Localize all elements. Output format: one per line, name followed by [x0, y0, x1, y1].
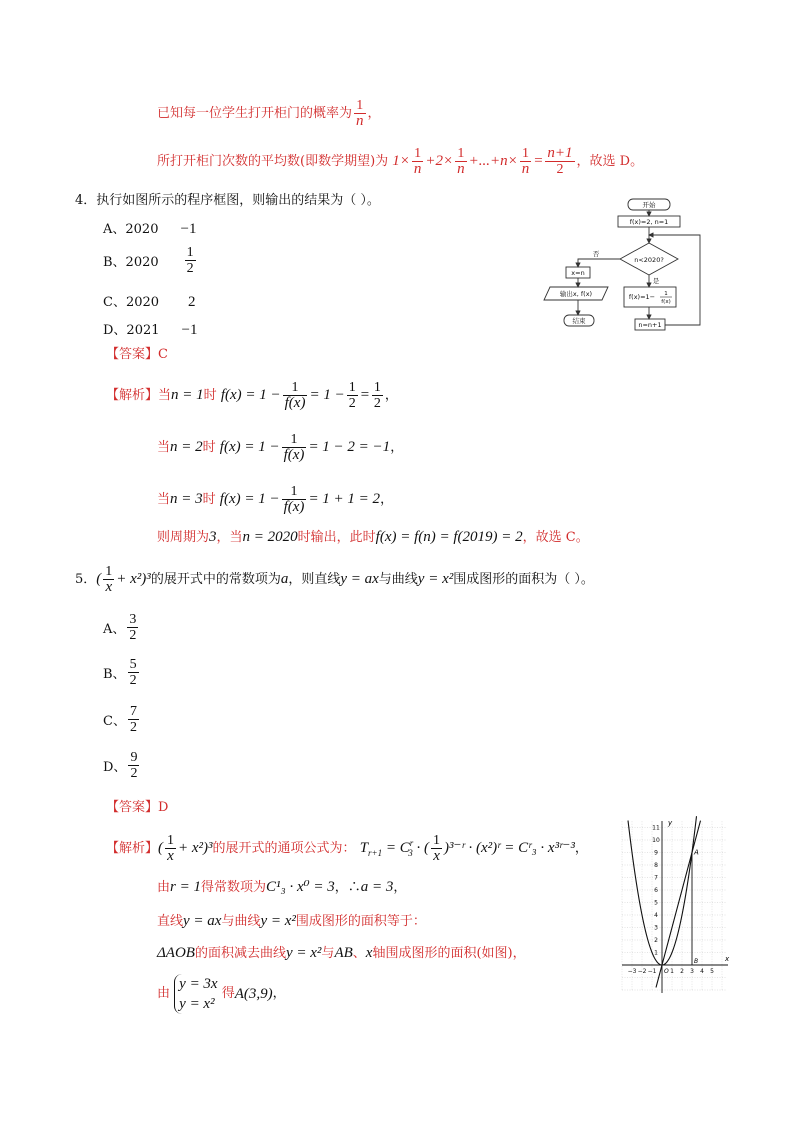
q5-stem: 5．( $\frac{1}{x}$ + x²)³的展开式中的常数项为a，则直线y = ax与曲线y = x²围成图形的面积为（ ）。 [75, 564, 594, 595]
fraction: $\frac{n+1}{2}$ [547, 145, 573, 177]
q4-analysis-step3: 当n = 3时 f(x) = 1 − $\frac{1}{f(x)}$ = 1 + 1 = 2， [157, 484, 394, 515]
fraction: $\frac{1}{n}$ [521, 146, 530, 177]
q5-answer: 【答案】D [106, 800, 169, 815]
y-tick-label: 7 [654, 874, 658, 882]
q4-answer: 【答案】C [106, 347, 168, 362]
q5-option-a: A、 $\frac{3}{2}$ [103, 612, 137, 643]
x-tick-label: −3 [627, 968, 637, 975]
y-tick-label: 5 [654, 899, 658, 907]
y-tick-label: 6 [654, 887, 658, 894]
q4-analysis-step4: 则周期为3，当n = 2020时输出，此时f(x) = f(n) = f(2019) = 2，故选 C。 [157, 529, 589, 545]
x-tick-label: −2 [637, 968, 647, 975]
prev-solution-line1: 已知每一位学生打开柜门的概率为 $\frac{1}{n}$ ， [157, 98, 381, 129]
point-b-label: B [694, 958, 699, 965]
q5-analysis-line2: 由r = 1得常数项为C¹₃ · x⁰ = 3，∴a = 3， [157, 879, 407, 895]
y-tick-label: 4 [654, 912, 658, 919]
fraction: $\frac{1}{n}$ [413, 146, 422, 177]
y-tick-label: 10 [652, 837, 660, 844]
q5-analysis-line1: 【解析】( $\frac{1}{x}$ + x²)³的展开式的通项公式为： $T_{r+1} = C^r_3$ · ( $\frac{1}{x}$ )³⁻ʳ · (x²)ʳ = Cʳ₃ · x³ʳ⁻³， [106, 833, 588, 864]
fraction: $\frac{1}{n}$ [457, 146, 465, 177]
y-tick-label: 3 [654, 924, 658, 932]
y-tick-label: 9 [654, 849, 658, 857]
x-tick-label: −1 [647, 968, 657, 975]
y-axis-label: y [668, 819, 673, 827]
x-tick-label: 1 [670, 968, 674, 975]
q5-option-c: C、 $\frac{7}{2}$ [103, 704, 137, 735]
q5-option-d: D、 $\frac{9}{2}$ [103, 750, 138, 781]
equation-system: y = 3x y = x² [174, 974, 217, 1014]
svg-text:1: 1 [664, 291, 668, 297]
flowchart [538, 195, 708, 335]
q4-stem: 4．执行如图所示的程序框图，则输出的结果为（ ）。 [75, 193, 380, 208]
x-tick-label: 5 [710, 968, 714, 975]
q5-option-b: B、 $\frac{5}{2}$ [103, 657, 137, 688]
y-tick-label: 11 [652, 824, 660, 832]
svg-text:f(x)=2, n=1: f(x)=2, n=1 [629, 218, 669, 226]
svg-text:n=n+1: n=n+1 [638, 321, 662, 329]
svg-text:开始: 开始 [642, 201, 656, 209]
q4-analysis-step1: 【解析】当n = 1时 f(x) = 1 − $\frac{1}{f(x)}$ = 1 − $\frac{1}{2}$ = $\frac{1}{2}$ ， [106, 380, 398, 411]
x-axis-label: x [725, 955, 730, 963]
svg-text:f(x)=1−: f(x)=1− [628, 293, 656, 301]
x-tick-label: 3 [690, 968, 694, 975]
svg-text:是: 是 [652, 277, 660, 285]
y-tick-label: 8 [654, 862, 658, 869]
q4-option-d: D、2021 −1 [103, 322, 198, 338]
y-tick-label: 2 [654, 937, 658, 944]
q5-analysis-line5: 由 y = 3x y = x² 得A(3,9)， [157, 976, 286, 1012]
q5-analysis-line3: 直线y = ax与曲线y = x²围成图形的面积等于： [157, 913, 426, 929]
q4-option-c: C、2020 2 [103, 294, 196, 310]
q4-option-b: B、2020 $\frac{1}{2}$ [103, 245, 194, 276]
x-tick-label: 4 [700, 968, 704, 975]
prev-solution-line2: 所打开柜门次数的平均数(即数学期望)为 1× $\frac{1}{n}$ +2× $\frac{1}{n}$ +...+n× $\frac{1}{n}$ = $\frac{n+1}{2}$ ，故选 D。 [157, 145, 644, 177]
y-tick-label: 1 [654, 949, 658, 957]
q4-analysis-step2: 当n = 2时 f(x) = 1 − $\frac{1}{f(x)}$ = 1 − 2 = −1， [157, 432, 404, 463]
q5-analysis-line4: ΔAOB的面积减去曲线y = x²与AB、x轴围成图形的面积(如图)， [157, 945, 526, 961]
svg-text:f(x): f(x) [661, 299, 671, 305]
svg-text:否: 否 [592, 250, 600, 258]
svg-text:n<2020?: n<2020? [634, 256, 664, 264]
point-a-label: A [694, 848, 699, 857]
q4-option-a: A、2020 −1 [103, 221, 197, 237]
fraction: $\frac{1}{n}$ [356, 98, 364, 129]
svg-text:结束: 结束 [572, 317, 586, 325]
origin-label: O [664, 968, 669, 975]
x-tick-label: 2 [680, 968, 684, 975]
svg-text:x=n: x=n [571, 269, 585, 277]
parabola-line-graph [618, 815, 733, 1000]
svg-text:输出x, f(x): 输出x, f(x) [559, 290, 593, 298]
